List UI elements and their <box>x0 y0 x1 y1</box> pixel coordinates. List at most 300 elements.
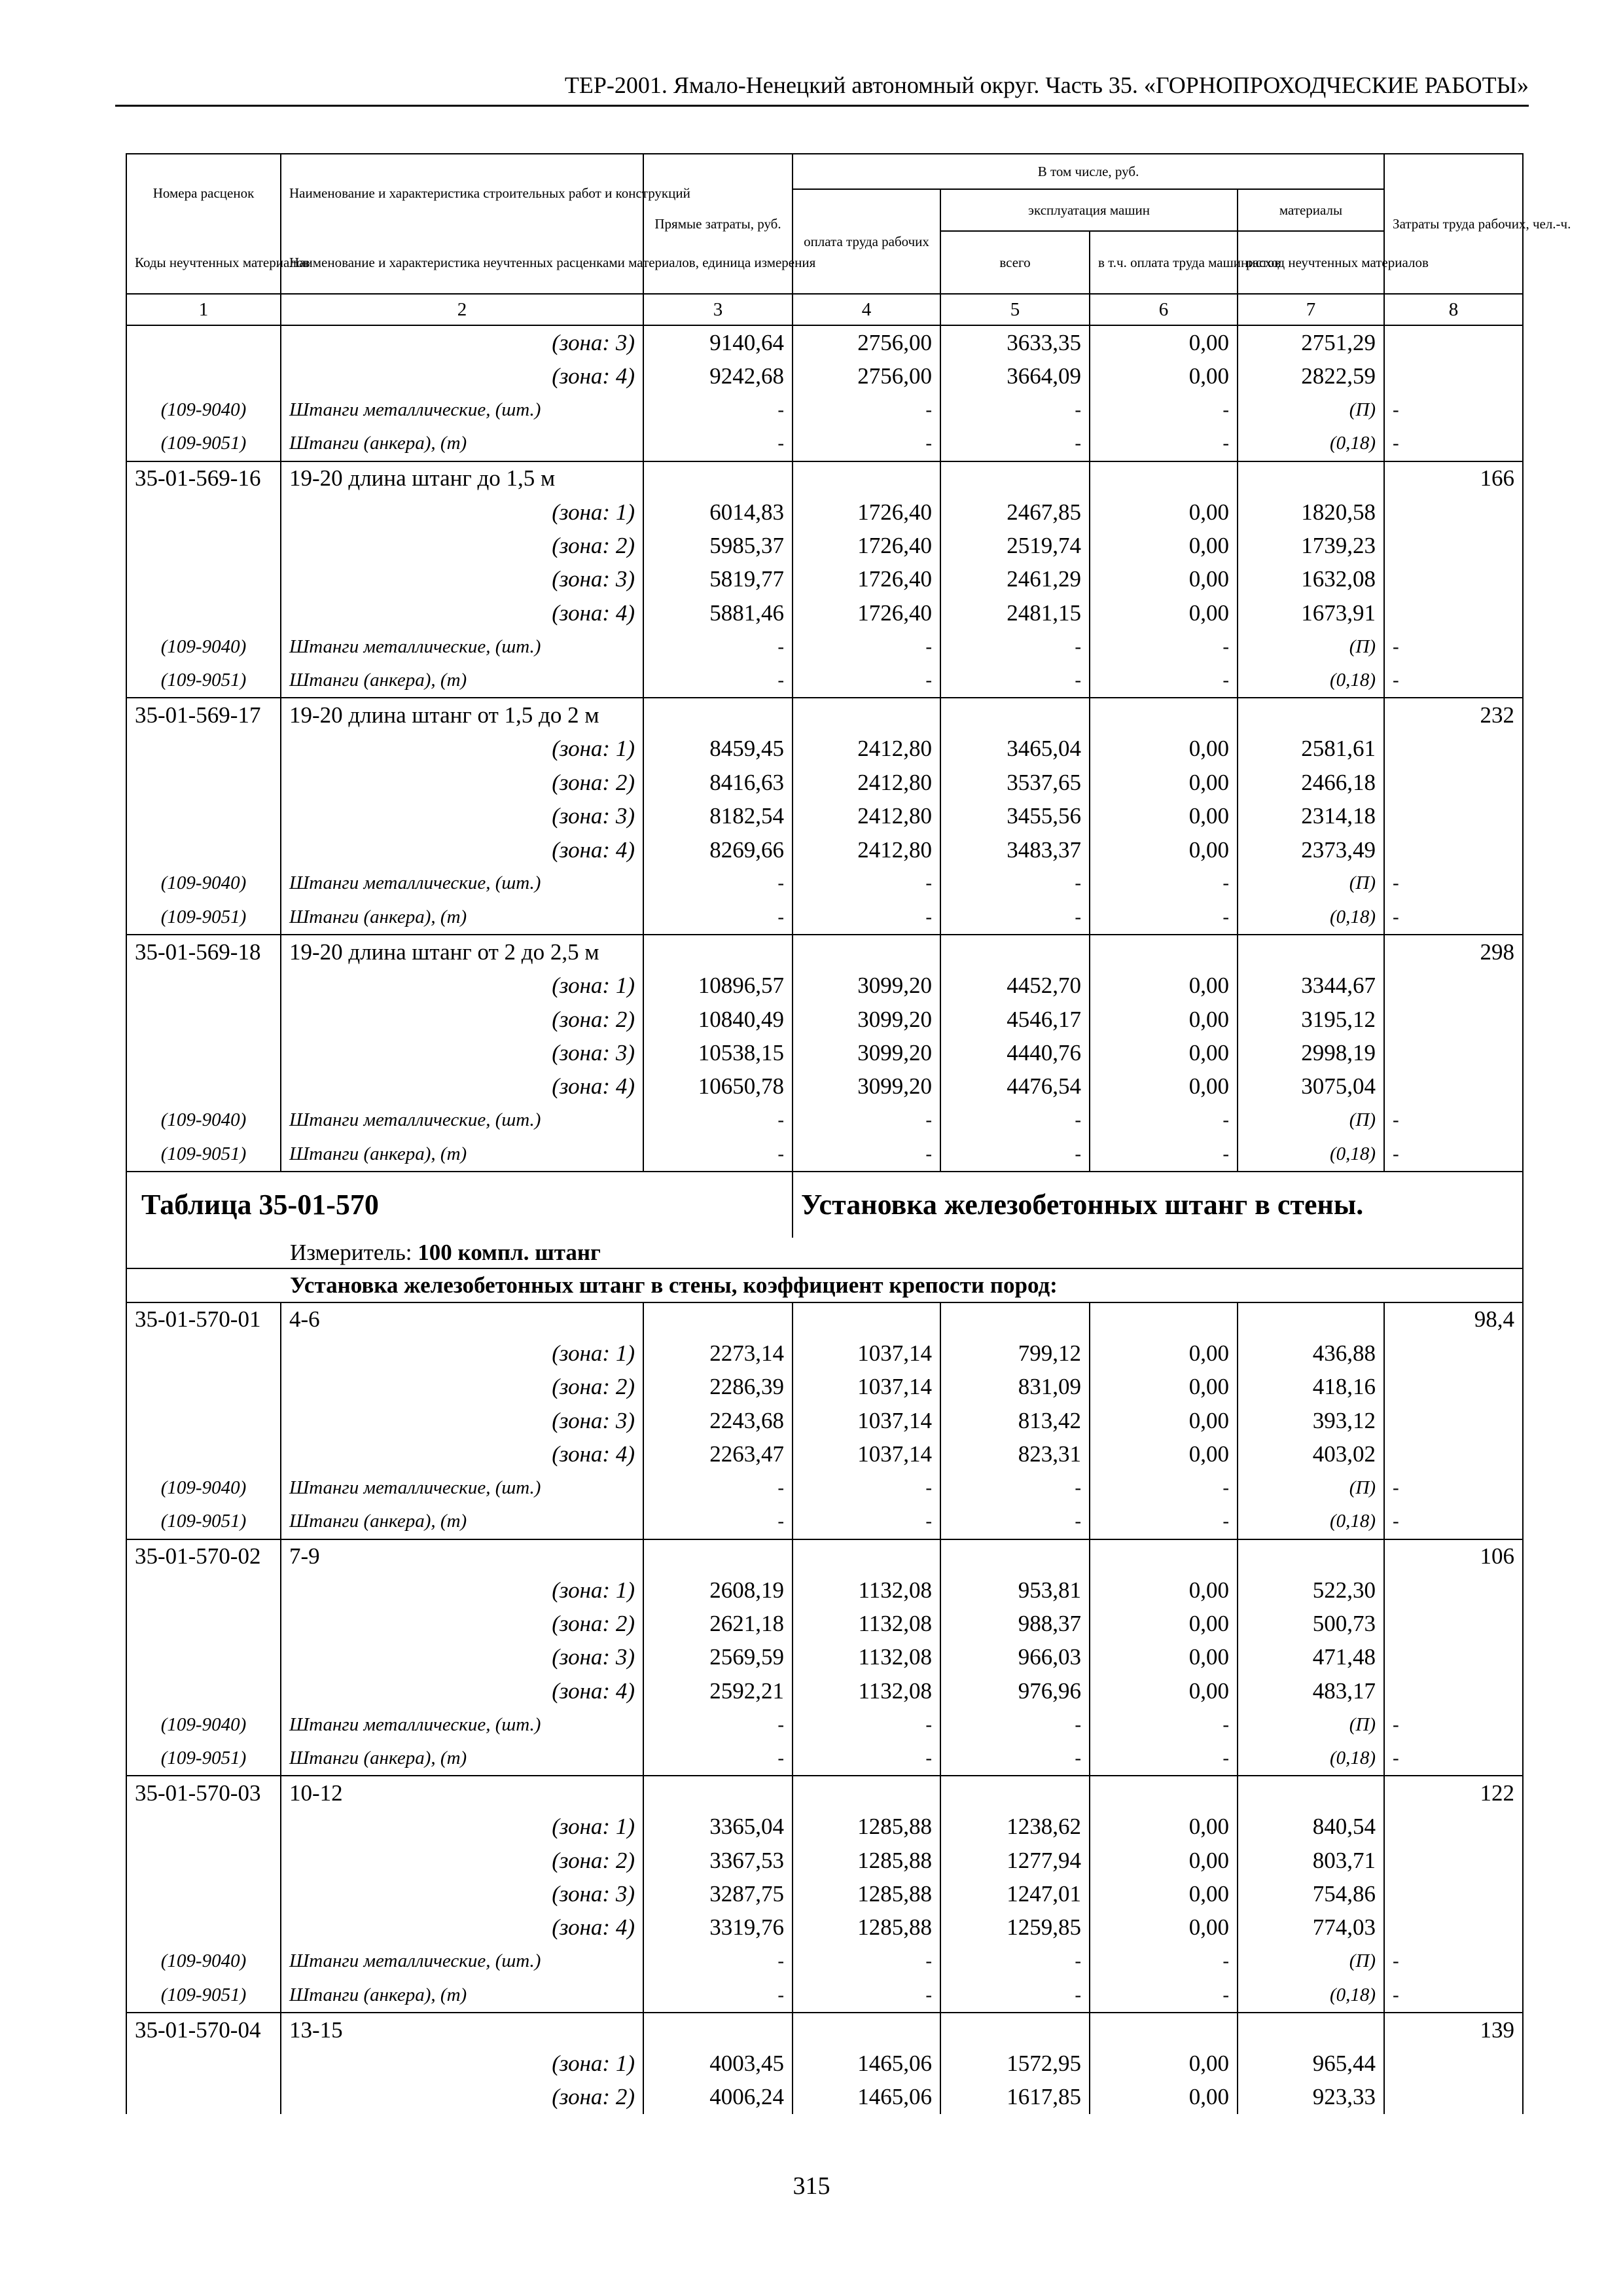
labor-pay: 1285,88 <box>793 1911 940 1945</box>
material-c4: - <box>793 901 940 935</box>
direct-cost: 5819,77 <box>643 563 793 596</box>
material-c3: - <box>643 1471 793 1505</box>
material-c3: - <box>643 1103 793 1137</box>
material-cost: 1820,58 <box>1238 495 1384 529</box>
empty-cell <box>1090 698 1238 732</box>
header-col8: Затраты труда рабочих, чел.-ч. <box>1384 154 1523 294</box>
machinist-pay: 0,00 <box>1090 1036 1238 1069</box>
material-name: Штанги металлические, (шт.) <box>281 1708 643 1741</box>
zone-label: (зона: 4) <box>281 1437 643 1471</box>
material-c4: - <box>793 1979 940 2013</box>
material-c8: - <box>1384 1103 1523 1137</box>
material-cost: 436,88 <box>1238 1336 1384 1370</box>
labor-cell <box>1384 766 1523 799</box>
rate-name: 19-20 длина штанг от 1,5 до 2 м <box>281 698 643 732</box>
code-cell <box>126 799 281 833</box>
labor-pay: 3099,20 <box>793 1003 940 1036</box>
zone-label: (зона: 1) <box>281 1810 643 1844</box>
code-cell <box>126 1573 281 1607</box>
zone-row <box>126 1003 1523 1036</box>
labor-pay: 2756,00 <box>793 325 940 359</box>
machinist-pay: 0,00 <box>1090 1911 1238 1945</box>
zone-row <box>126 2081 1523 2114</box>
material-cost: 1673,91 <box>1238 596 1384 630</box>
header-machines: эксплуатация машин <box>940 189 1238 231</box>
labor-pay: 1037,14 <box>793 1437 940 1471</box>
machinist-pay: 0,00 <box>1090 1003 1238 1036</box>
labor-cell <box>1384 495 1523 529</box>
empty-cell <box>940 2013 1090 2047</box>
labor-hours: 122 <box>1384 1776 1523 1810</box>
machine-cost: 813,42 <box>940 1404 1090 1437</box>
zone-label: (зона: 3) <box>281 563 643 596</box>
material-c6: - <box>1090 664 1238 698</box>
material-c5: - <box>940 393 1090 427</box>
empty-cell <box>1090 1539 1238 1573</box>
empty-cell <box>1238 698 1384 732</box>
material-c5: - <box>940 1979 1090 2013</box>
code-cell <box>126 2047 281 2080</box>
rate-code: 35-01-570-03 <box>126 1776 281 1810</box>
labor-hours: 98,4 <box>1384 1302 1523 1336</box>
material-c5: - <box>940 664 1090 698</box>
machinist-pay: 0,00 <box>1090 1336 1238 1370</box>
zone-row <box>126 1036 1523 1069</box>
material-cost: 803,71 <box>1238 1844 1384 1877</box>
empty-cell <box>793 1776 940 1810</box>
material-c8: - <box>1384 1471 1523 1505</box>
empty-cell <box>1090 461 1238 495</box>
labor-pay: 1132,08 <box>793 1573 940 1607</box>
zone-label: (зона: 2) <box>281 1003 643 1036</box>
machine-cost: 3537,65 <box>940 766 1090 799</box>
empty-cell <box>793 1539 940 1573</box>
machine-cost: 4546,17 <box>940 1003 1090 1036</box>
labor-cell <box>1384 1336 1523 1370</box>
material-row <box>126 1471 1523 1505</box>
zone-label: (зона: 4) <box>281 1674 643 1708</box>
labor-pay: 2412,80 <box>793 833 940 867</box>
machinist-pay: 0,00 <box>1090 799 1238 833</box>
material-c7: (П) <box>1238 867 1384 900</box>
code-cell <box>126 1810 281 1844</box>
material-c4: - <box>793 1945 940 1978</box>
rate-name: 7-9 <box>281 1539 643 1573</box>
machinist-pay: 0,00 <box>1090 766 1238 799</box>
code-cell <box>126 1404 281 1437</box>
code-cell <box>126 1437 281 1471</box>
machinist-pay: 0,00 <box>1090 1810 1238 1844</box>
zone-row <box>126 766 1523 799</box>
zone-row <box>126 1070 1523 1103</box>
material-c5: - <box>940 901 1090 935</box>
direct-cost: 8269,66 <box>643 833 793 867</box>
column-number: 8 <box>1384 294 1523 325</box>
direct-cost: 10538,15 <box>643 1036 793 1069</box>
code-cell <box>126 1844 281 1877</box>
rate-name: 10-12 <box>281 1776 643 1810</box>
material-c6: - <box>1090 1742 1238 1776</box>
material-code: (109-9051) <box>126 664 281 698</box>
material-name: Штанги (анкера), (т) <box>281 1979 643 2013</box>
material-c4: - <box>793 664 940 698</box>
labor-pay: 1132,08 <box>793 1607 940 1640</box>
material-cost: 2373,49 <box>1238 833 1384 867</box>
code-cell <box>126 1070 281 1103</box>
page-number: 315 <box>793 2172 830 2200</box>
material-c3: - <box>643 1742 793 1776</box>
zone-row <box>126 495 1523 529</box>
machine-cost: 1572,95 <box>940 2047 1090 2080</box>
material-c3: - <box>643 393 793 427</box>
zone-label: (зона: 1) <box>281 1336 643 1370</box>
empty-cell <box>1238 1776 1384 1810</box>
table-meter <box>281 1238 1523 1268</box>
code-cell <box>126 563 281 596</box>
machine-cost: 4440,76 <box>940 1036 1090 1069</box>
direct-cost: 10650,78 <box>643 1070 793 1103</box>
material-code: (109-9040) <box>126 630 281 664</box>
direct-cost: 3365,04 <box>643 1810 793 1844</box>
material-code: (109-9051) <box>126 901 281 935</box>
zone-label: (зона: 2) <box>281 1844 643 1877</box>
material-row <box>126 1505 1523 1539</box>
material-name: Штанги металлические, (шт.) <box>281 393 643 427</box>
zone-row <box>126 1911 1523 1945</box>
machinist-pay: 0,00 <box>1090 596 1238 630</box>
material-code: (109-9051) <box>126 1742 281 1776</box>
material-code: (109-9051) <box>126 1979 281 2013</box>
zone-row <box>126 563 1523 596</box>
material-c5: - <box>940 1137 1090 1171</box>
code-cell <box>126 766 281 799</box>
empty-cell <box>793 935 940 969</box>
labor-pay: 1037,14 <box>793 1371 940 1404</box>
material-name: Штанги (анкера), (т) <box>281 1505 643 1539</box>
material-cost: 418,16 <box>1238 1371 1384 1404</box>
labor-cell <box>1384 529 1523 562</box>
labor-cell <box>1384 1573 1523 1607</box>
zone-label: (зона: 3) <box>281 799 643 833</box>
direct-cost: 2608,19 <box>643 1573 793 1607</box>
direct-cost: 6014,83 <box>643 495 793 529</box>
table-body-569 <box>126 325 1523 1172</box>
empty-cell <box>643 461 793 495</box>
material-cost: 754,86 <box>1238 1877 1384 1910</box>
material-c5: - <box>940 630 1090 664</box>
machinist-pay: 0,00 <box>1090 2047 1238 2080</box>
column-number: 6 <box>1090 294 1238 325</box>
labor-pay: 2412,80 <box>793 732 940 766</box>
material-c3: - <box>643 1505 793 1539</box>
labor-hours: 166 <box>1384 461 1523 495</box>
material-row <box>126 664 1523 698</box>
material-c5: - <box>940 1505 1090 1539</box>
material-row <box>126 867 1523 900</box>
labor-cell <box>1384 359 1523 393</box>
empty-cell <box>940 698 1090 732</box>
code-cell <box>126 495 281 529</box>
material-row <box>126 630 1523 664</box>
machinist-pay: 0,00 <box>1090 1877 1238 1910</box>
header-col4: оплата труда рабочих <box>793 189 940 294</box>
material-cost: 965,44 <box>1238 2047 1384 2080</box>
labor-hours: 232 <box>1384 698 1523 732</box>
material-c4: - <box>793 1742 940 1776</box>
empty-cell <box>643 1776 793 1810</box>
labor-pay: 1726,40 <box>793 529 940 562</box>
rate-code: 35-01-569-16 <box>126 461 281 495</box>
code-cell <box>126 325 281 359</box>
empty-cell <box>643 1539 793 1573</box>
empty-cell <box>793 2013 940 2047</box>
material-c6: - <box>1090 1945 1238 1978</box>
zone-row <box>126 325 1523 359</box>
header-col5: всего <box>940 231 1090 294</box>
machine-cost: 4452,70 <box>940 969 1090 1002</box>
material-cost: 393,12 <box>1238 1404 1384 1437</box>
rate-name: 19-20 длина штанг до 1,5 м <box>281 461 643 495</box>
material-cost: 522,30 <box>1238 1573 1384 1607</box>
zone-label: (зона: 4) <box>281 833 643 867</box>
material-cost: 2998,19 <box>1238 1036 1384 1069</box>
column-number: 2 <box>281 294 643 325</box>
machine-cost: 823,31 <box>940 1437 1090 1471</box>
labor-pay: 2756,00 <box>793 359 940 393</box>
zone-label: (зона: 3) <box>281 1877 643 1910</box>
zone-row <box>126 1844 1523 1877</box>
table-title: Установка железобетонных штанг в стены. <box>793 1172 1523 1238</box>
labor-pay: 1285,88 <box>793 1844 940 1877</box>
labor-pay: 1465,06 <box>793 2081 940 2114</box>
machine-cost: 3455,56 <box>940 799 1090 833</box>
material-c6: - <box>1090 1103 1238 1137</box>
machine-cost: 976,96 <box>940 1674 1090 1708</box>
direct-cost: 2263,47 <box>643 1437 793 1471</box>
zone-label: (зона: 4) <box>281 596 643 630</box>
material-c6: - <box>1090 1708 1238 1741</box>
zone-row <box>126 799 1523 833</box>
material-c8: - <box>1384 901 1523 935</box>
labor-cell <box>1384 2081 1523 2114</box>
material-row <box>126 1708 1523 1741</box>
machine-cost: 988,37 <box>940 1607 1090 1640</box>
empty-cell <box>1238 935 1384 969</box>
material-c5: - <box>940 1945 1090 1978</box>
rate-row <box>126 2013 1523 2047</box>
material-cost: 2466,18 <box>1238 766 1384 799</box>
material-c6: - <box>1090 901 1238 935</box>
price-table <box>126 153 1571 2114</box>
empty-cell <box>940 935 1090 969</box>
zone-row <box>126 1371 1523 1404</box>
header-materials: материалы <box>1238 189 1384 231</box>
material-cost: 923,33 <box>1238 2081 1384 2114</box>
material-c8: - <box>1384 1742 1523 1776</box>
material-name: Штанги (анкера), (т) <box>281 1137 643 1171</box>
machine-cost: 1238,62 <box>940 1810 1090 1844</box>
column-numbers-row <box>126 294 1523 325</box>
machinist-pay: 0,00 <box>1090 732 1238 766</box>
zone-label: (зона: 2) <box>281 1371 643 1404</box>
labor-cell <box>1384 1070 1523 1103</box>
material-c3: - <box>643 1708 793 1741</box>
material-row <box>126 1979 1523 2013</box>
labor-cell <box>1384 1404 1523 1437</box>
zone-label: (зона: 2) <box>281 2081 643 2114</box>
direct-cost: 8459,45 <box>643 732 793 766</box>
labor-cell <box>1384 563 1523 596</box>
material-c6: - <box>1090 867 1238 900</box>
material-c4: - <box>793 1103 940 1137</box>
labor-pay: 3099,20 <box>793 1036 940 1069</box>
zone-label: (зона: 1) <box>281 495 643 529</box>
labor-cell <box>1384 1607 1523 1640</box>
labor-pay: 1037,14 <box>793 1336 940 1370</box>
zone-row <box>126 359 1523 393</box>
direct-cost: 9140,64 <box>643 325 793 359</box>
machinist-pay: 0,00 <box>1090 2081 1238 2114</box>
code-cell <box>126 969 281 1002</box>
material-c7: (0,18) <box>1238 664 1384 698</box>
machinist-pay: 0,00 <box>1090 1573 1238 1607</box>
empty-cell <box>643 698 793 732</box>
empty-cell <box>940 1302 1090 1336</box>
labor-hours: 139 <box>1384 2013 1523 2047</box>
labor-cell <box>1384 732 1523 766</box>
rate-code: 35-01-570-02 <box>126 1539 281 1573</box>
empty-cell <box>940 1776 1090 1810</box>
material-c5: - <box>940 1708 1090 1741</box>
header-rule <box>115 105 1529 107</box>
direct-cost: 2286,39 <box>643 1371 793 1404</box>
material-c6: - <box>1090 1471 1238 1505</box>
labor-cell <box>1384 1844 1523 1877</box>
material-c7: (П) <box>1238 393 1384 427</box>
empty-cell <box>1090 1302 1238 1336</box>
material-c5: - <box>940 1103 1090 1137</box>
material-c8: - <box>1384 1137 1523 1171</box>
zone-row <box>126 1607 1523 1640</box>
code-cell <box>126 1641 281 1674</box>
material-c6: - <box>1090 427 1238 461</box>
code-cell <box>126 1674 281 1708</box>
material-cost: 2822,59 <box>1238 359 1384 393</box>
material-c3: - <box>643 427 793 461</box>
material-c3: - <box>643 1945 793 1978</box>
machinist-pay: 0,00 <box>1090 563 1238 596</box>
zone-label: (зона: 4) <box>281 1911 643 1945</box>
rate-name: 4-6 <box>281 1302 643 1336</box>
direct-cost: 8182,54 <box>643 799 793 833</box>
material-row <box>126 901 1523 935</box>
machinist-pay: 0,00 <box>1090 1371 1238 1404</box>
code-cell <box>126 732 281 766</box>
direct-cost: 2592,21 <box>643 1674 793 1708</box>
empty-cell <box>793 698 940 732</box>
material-name: Штанги металлические, (шт.) <box>281 867 643 900</box>
machine-cost: 831,09 <box>940 1371 1090 1404</box>
empty-cell <box>1238 2013 1384 2047</box>
empty-cell <box>1090 935 1238 969</box>
material-c5: - <box>940 1742 1090 1776</box>
header-col1-top: Номера расценок <box>126 154 281 231</box>
rate-code: 35-01-569-17 <box>126 698 281 732</box>
labor-hours: 298 <box>1384 935 1523 969</box>
direct-cost: 4006,24 <box>643 2081 793 2114</box>
labor-cell <box>1384 325 1523 359</box>
zone-row <box>126 596 1523 630</box>
material-cost: 3075,04 <box>1238 1070 1384 1103</box>
zone-row <box>126 833 1523 867</box>
code-cell <box>126 596 281 630</box>
direct-cost: 8416,63 <box>643 766 793 799</box>
zone-label: (зона: 3) <box>281 325 643 359</box>
labor-cell <box>1384 596 1523 630</box>
material-cost: 500,73 <box>1238 1607 1384 1640</box>
material-c4: - <box>793 1505 940 1539</box>
empty-cell <box>1090 1776 1238 1810</box>
machine-cost: 3664,09 <box>940 359 1090 393</box>
labor-cell <box>1384 1003 1523 1036</box>
material-c8: - <box>1384 427 1523 461</box>
labor-pay: 1726,40 <box>793 495 940 529</box>
empty-cell <box>1238 461 1384 495</box>
header-col2-top: Наименование и характеристика строительных работ и конструкций <box>281 154 643 231</box>
labor-cell <box>1384 969 1523 1002</box>
machinist-pay: 0,00 <box>1090 1437 1238 1471</box>
machine-cost: 2467,85 <box>940 495 1090 529</box>
machine-cost: 3465,04 <box>940 732 1090 766</box>
code-cell <box>126 1877 281 1910</box>
direct-cost: 9242,68 <box>643 359 793 393</box>
material-c8: - <box>1384 393 1523 427</box>
zone-row <box>126 1641 1523 1674</box>
zone-label: (зона: 4) <box>281 1070 643 1103</box>
header-col2-bottom: Наименование и характеристика неучтенных расценками материалов, единица измерения <box>281 231 643 294</box>
material-code: (109-9040) <box>126 1708 281 1741</box>
material-c7: (П) <box>1238 1471 1384 1505</box>
code-cell <box>126 1911 281 1945</box>
material-c4: - <box>793 867 940 900</box>
material-c7: (0,18) <box>1238 901 1384 935</box>
zone-label: (зона: 2) <box>281 1607 643 1640</box>
zone-label: (зона: 2) <box>281 766 643 799</box>
rate-code: 35-01-570-01 <box>126 1302 281 1336</box>
labor-cell <box>1384 1674 1523 1708</box>
machinist-pay: 0,00 <box>1090 1844 1238 1877</box>
material-code: (109-9051) <box>126 427 281 461</box>
material-c4: - <box>793 1708 940 1741</box>
machinist-pay: 0,00 <box>1090 529 1238 562</box>
code-cell <box>126 1036 281 1069</box>
direct-cost: 10896,57 <box>643 969 793 1002</box>
rate-code: 35-01-569-18 <box>126 935 281 969</box>
code-cell <box>126 529 281 562</box>
labor-pay: 1285,88 <box>793 1810 940 1844</box>
material-c8: - <box>1384 664 1523 698</box>
direct-cost: 5881,46 <box>643 596 793 630</box>
labor-cell <box>1384 1036 1523 1069</box>
material-row <box>126 393 1523 427</box>
material-cost: 2314,18 <box>1238 799 1384 833</box>
labor-pay: 1726,40 <box>793 596 940 630</box>
labor-cell <box>1384 1371 1523 1404</box>
empty-cell <box>1238 1302 1384 1336</box>
machinist-pay: 0,00 <box>1090 833 1238 867</box>
material-c7: (П) <box>1238 1103 1384 1137</box>
direct-cost: 10840,49 <box>643 1003 793 1036</box>
